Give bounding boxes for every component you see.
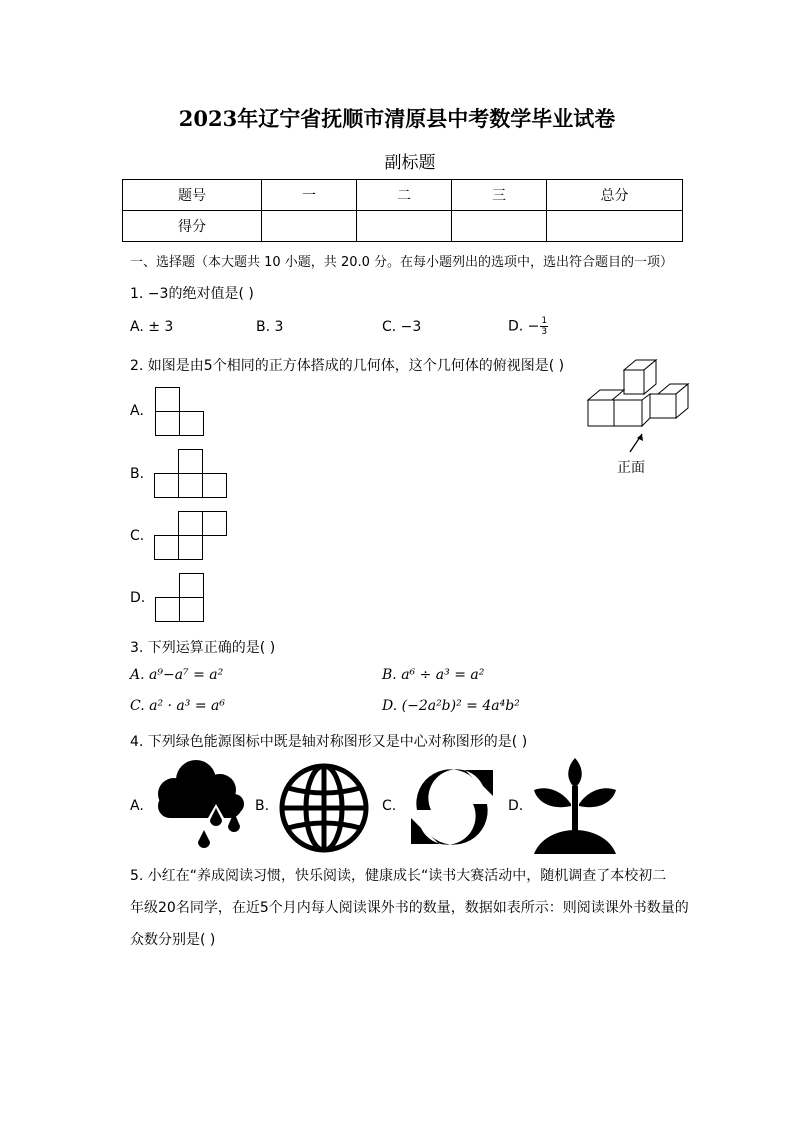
question-1-stem: 1. −3的绝对值是( ) [130, 286, 254, 302]
q3-option-b: B. a⁶ ÷ a³ = a² [382, 667, 485, 683]
q4-option-b: B. [255, 798, 270, 814]
cube-stack-figure [588, 360, 690, 430]
q1-option-d-prefix: D. − [508, 318, 540, 335]
q3-option-d: D. (−2a²b)² = 4a⁴b² [382, 698, 520, 714]
question-2-stem: 2. 如图是由5个相同的正方体搭成的几何体，这个几何体的俯视图是( ) [130, 358, 565, 374]
table-cell: 总分 [547, 180, 683, 211]
q1-option-d [508, 316, 548, 337]
q3-option-c: C. a² · a³ = a⁶ [130, 698, 225, 714]
sprout-icon [530, 758, 620, 854]
q4-option-c: C. [382, 798, 397, 814]
table-cell: 题号 [123, 180, 262, 211]
rain-cloud-icon [150, 760, 246, 856]
table-row [123, 211, 683, 242]
q2-option-b: B. [130, 466, 145, 482]
question-5-line-1: 5. 小红在“养成阅读习惯，快乐阅读，健康成长“读书大赛活动中，随机调查了本校初二 [130, 868, 667, 884]
fraction-denominator: 3 [541, 327, 548, 337]
score-cell[interactable] [357, 211, 452, 242]
table-cell: 一 [262, 180, 357, 211]
score-cell[interactable] [452, 211, 547, 242]
q4-option-a: A. [130, 798, 144, 814]
globe-icon [278, 762, 370, 854]
score-cell[interactable] [262, 211, 357, 242]
question-5-line-2: 年级20名同学，在近5个月内每人阅读课外书的数量，数据如表所示：则阅读课外书数量的 [130, 900, 689, 916]
q2-option-d: D. [130, 590, 146, 606]
arrow-icon [628, 432, 648, 454]
score-table [122, 179, 683, 242]
q1-option-c: C. −3 [382, 319, 422, 335]
q2-option-a: A. [130, 403, 144, 419]
section-heading: 一、选择题（本大题共 10 小题，共 20.0 分。在每小题列出的选项中，选出符合题目的一项） [130, 255, 674, 270]
table-row [123, 180, 683, 211]
table-cell: 二 [357, 180, 452, 211]
figure-label: 正面 [617, 460, 645, 476]
score-cell[interactable] [547, 211, 683, 242]
table-cell: 得分 [123, 211, 262, 242]
question-5-line-3: 众数分别是( ) [130, 932, 216, 948]
page-title: 2023年辽宁省抚顺市清原县中考数学毕业试卷 [178, 106, 616, 131]
question-4-stem: 4. 下列绿色能源图标中既是轴对称图形又是中心对称图形的是( ) [130, 734, 528, 750]
recycle-arrows-icon [403, 762, 501, 852]
page-subtitle: 副标题 [384, 153, 436, 173]
fraction-numerator: 1 [541, 316, 548, 326]
q2-option-b-figure [154, 449, 228, 499]
q2-option-c: C. [130, 528, 145, 544]
q1-option-a: A. ± 3 [130, 319, 174, 335]
table-cell: 三 [452, 180, 547, 211]
q2-option-d-figure [155, 573, 205, 623]
q1-option-b: B. 3 [256, 319, 284, 335]
question-3-stem: 3. 下列运算正确的是( ) [130, 640, 276, 656]
q3-option-a: A. a⁹−a⁷ = a² [130, 667, 224, 683]
q2-option-c-figure [154, 511, 228, 561]
q4-option-d: D. [508, 798, 524, 814]
q2-option-a-figure [155, 387, 205, 437]
fraction [540, 316, 548, 337]
